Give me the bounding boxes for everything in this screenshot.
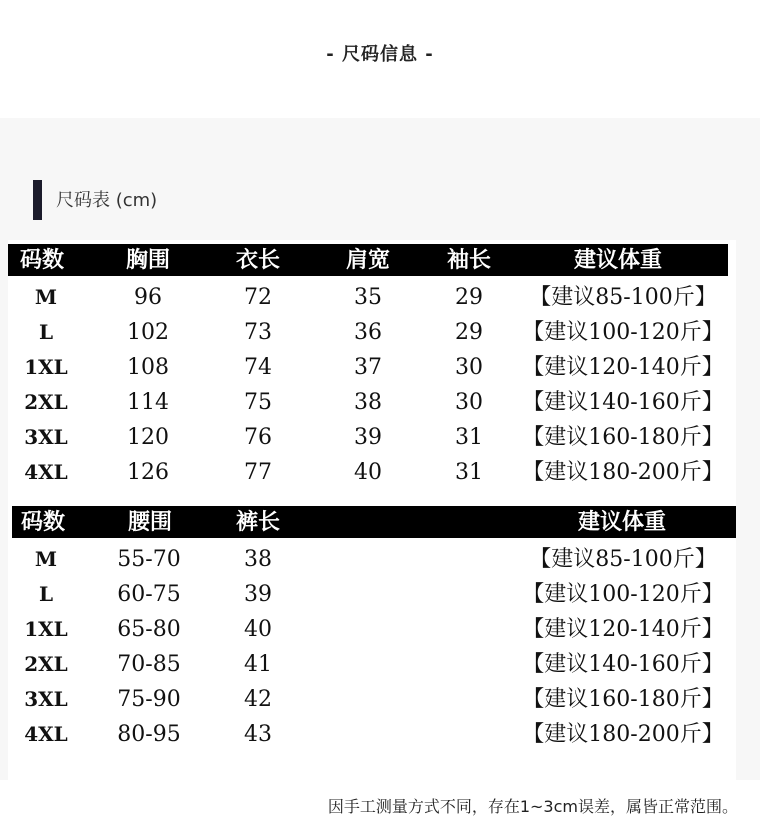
pants-length-cell: 43 — [244, 722, 272, 747]
pants-length-cell: 41 — [244, 652, 272, 677]
table-row — [8, 647, 736, 682]
weight-cell: 【建议85-100斤】 — [529, 285, 717, 310]
table-row — [8, 315, 736, 350]
chest-cell: 108 — [127, 355, 169, 380]
weight-cell: 【建议85-100斤】 — [529, 547, 717, 572]
waist-cell: 55-70 — [117, 547, 181, 572]
length-cell: 76 — [244, 425, 272, 450]
chest-cell: 120 — [127, 425, 169, 450]
weight-cell: 【建议120-140斤】 — [522, 355, 724, 380]
size-cell: M — [34, 547, 58, 571]
chest-cell: 126 — [127, 460, 169, 485]
chest-cell: 114 — [127, 390, 169, 415]
chest-cell: 96 — [134, 285, 162, 310]
bottom-table-header — [12, 506, 736, 538]
col-header-pants-length: 裤长 — [235, 509, 280, 535]
sleeve-cell: 29 — [455, 285, 483, 310]
weight-cell: 【建议100-120斤】 — [522, 582, 724, 607]
shoulder-cell: 36 — [354, 320, 382, 345]
table-row — [8, 350, 736, 385]
shoulder-cell: 37 — [354, 355, 382, 380]
size-cell: 4XL — [24, 722, 68, 746]
weight-cell: 【建议180-200斤】 — [522, 460, 724, 485]
table-row — [8, 280, 736, 315]
sleeve-cell: 31 — [455, 425, 483, 450]
size-chart-card — [8, 240, 736, 780]
col-header-waist: 腰围 — [127, 509, 172, 535]
size-cell: 4XL — [24, 460, 68, 484]
sleeve-cell: 29 — [455, 320, 483, 345]
pants-length-cell: 39 — [244, 582, 272, 607]
pants-length-cell: 40 — [244, 617, 272, 642]
weight-cell: 【建议140-160斤】 — [522, 652, 724, 677]
length-cell: 75 — [244, 390, 272, 415]
col-header-size: 码数 — [19, 247, 64, 273]
waist-cell: 80-95 — [117, 722, 181, 747]
sleeve-cell: 30 — [455, 355, 483, 380]
shoulder-cell: 38 — [354, 390, 382, 415]
table-row — [8, 542, 736, 577]
col-header-size: 码数 — [20, 509, 65, 535]
shoulder-cell: 40 — [354, 460, 382, 485]
weight-cell: 【建议180-200斤】 — [522, 722, 724, 747]
length-cell: 73 — [244, 320, 272, 345]
col-header-sleeve: 袖长 — [446, 247, 491, 273]
size-cell: 1XL — [24, 355, 68, 379]
col-header-length: 衣长 — [235, 247, 280, 273]
length-cell: 72 — [244, 285, 272, 310]
shoulder-cell: 35 — [354, 285, 382, 310]
size-cell: L — [38, 582, 54, 606]
shoulder-cell: 39 — [354, 425, 382, 450]
size-cell: M — [34, 285, 58, 309]
table-row — [8, 420, 736, 455]
sleeve-cell: 31 — [455, 460, 483, 485]
chest-cell: 102 — [127, 320, 169, 345]
size-cell: L — [38, 320, 54, 344]
size-cell: 2XL — [24, 652, 68, 676]
top-table-header — [8, 244, 728, 276]
length-cell: 74 — [244, 355, 272, 380]
size-cell: 3XL — [24, 425, 68, 449]
col-header-shoulder: 肩宽 — [345, 247, 390, 273]
pants-length-cell: 38 — [244, 547, 272, 572]
weight-cell: 【建议160-180斤】 — [522, 687, 724, 712]
waist-cell: 70-85 — [117, 652, 181, 677]
sleeve-cell: 30 — [455, 390, 483, 415]
section-accent-bar — [33, 180, 42, 220]
weight-cell: 【建议120-140斤】 — [522, 617, 724, 642]
table-row — [8, 717, 736, 752]
pants-length-cell: 42 — [244, 687, 272, 712]
weight-cell: 【建议100-120斤】 — [522, 320, 724, 345]
size-cell: 2XL — [24, 390, 68, 414]
weight-cell: 【建议160-180斤】 — [522, 425, 724, 450]
waist-cell: 60-75 — [117, 582, 181, 607]
col-header-chest: 胸围 — [125, 247, 170, 273]
length-cell: 77 — [244, 460, 272, 485]
size-cell: 1XL — [24, 617, 68, 641]
page-header — [0, 0, 760, 118]
waist-cell: 65-80 — [117, 617, 181, 642]
measurement-note: 因手工测量方式不同，存在1~3cm误差，属皆正常范围。 — [327, 797, 738, 816]
table-row — [8, 385, 736, 420]
col-header-weight: 建议体重 — [577, 509, 666, 535]
col-header-weight: 建议体重 — [573, 247, 662, 273]
weight-cell: 【建议140-160斤】 — [522, 390, 724, 415]
table-row — [8, 612, 736, 647]
waist-cell: 75-90 — [117, 687, 181, 712]
table-row — [8, 577, 736, 612]
table-row — [8, 682, 736, 717]
page-title: - 尺码信息 - — [326, 44, 434, 65]
size-cell: 3XL — [24, 687, 68, 711]
page-footer — [0, 780, 760, 840]
section-title: 尺码表 (cm) — [56, 190, 158, 211]
table-row — [8, 455, 736, 490]
